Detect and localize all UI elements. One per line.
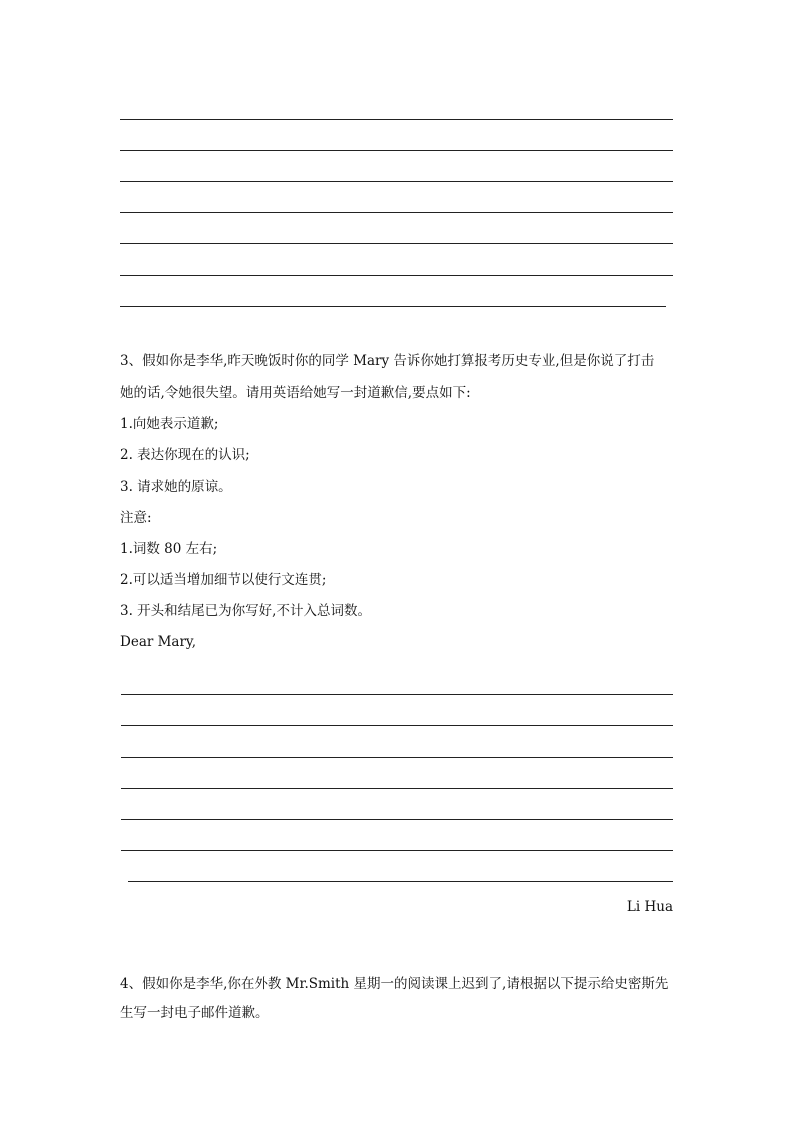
answer-line	[120, 119, 673, 120]
q3-signature: Li Hua	[626, 899, 673, 915]
answer-line	[128, 881, 673, 882]
answer-line	[121, 819, 673, 820]
answer-line	[120, 212, 673, 213]
q3-note-1: 1.词数 80 左右;	[120, 541, 218, 557]
q3-note-3: 3. 开头和结尾已为你写好,不计入总词数。	[120, 603, 371, 619]
answer-line	[121, 850, 673, 851]
answer-line	[120, 306, 666, 307]
q3-note-heading: 注意:	[120, 510, 152, 526]
answer-line	[121, 694, 673, 695]
answer-line	[120, 275, 673, 276]
q4-prompt-line-2: 生写一封电子邮件道歉。	[120, 1005, 269, 1021]
q3-point-2: 2. 表达你现在的认识;	[120, 447, 250, 463]
q3-point-3: 3. 请求她的原谅。	[120, 479, 232, 495]
answer-line	[121, 788, 673, 789]
q3-salutation: Dear Mary,	[120, 634, 197, 650]
q3-prompt-line-2: 她的话,令她很失望。请用英语给她写一封道歉信,要点如下:	[120, 385, 471, 401]
answer-line	[120, 181, 673, 182]
answer-line	[120, 150, 673, 151]
q3-prompt-line-1: 3、假如你是李华,昨天晚饭时你的同学 Mary 告诉你她打算报考历史专业,但是你说了打击	[120, 353, 655, 369]
answer-line	[120, 243, 673, 244]
q4-prompt-line-1: 4、假如你是李华,你在外教 Mr.Smith 星期一的阅读课上迟到了,请根据以下提示给史密斯先	[120, 976, 669, 992]
answer-line	[121, 725, 673, 726]
answer-line	[121, 757, 673, 758]
q3-point-1: 1.向她表示道歉;	[120, 416, 219, 432]
q3-note-2: 2.可以适当增加细节以使行文连贯;	[120, 572, 327, 588]
